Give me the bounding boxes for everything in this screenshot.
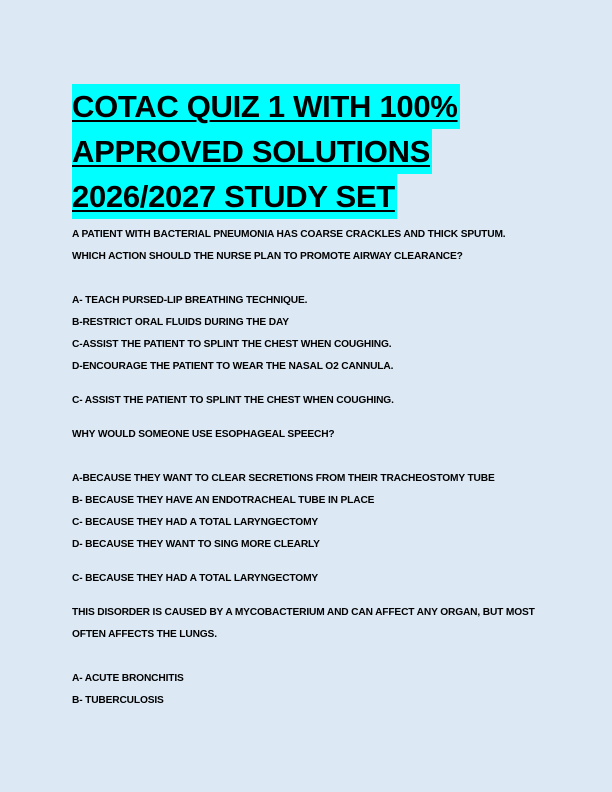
correct-answer: C- ASSIST THE PATIENT TO SPLINT THE CHEST WHEN COUGHING. xyxy=(72,395,394,406)
question-text: WHY WOULD SOMEONE USE ESOPHAGEAL SPEECH? xyxy=(72,429,335,440)
answer-option: C- BECAUSE THEY HAD A TOTAL LARYNGECTOMY xyxy=(72,517,319,528)
document-title xyxy=(72,84,542,219)
question-text: WHICH ACTION SHOULD THE NURSE PLAN TO PROMOTE AIRWAY CLEARANCE? xyxy=(72,251,463,262)
answer-option: A- TEACH PURSED-LIP BREATHING TECHNIQUE. xyxy=(72,295,308,306)
title-line: 2026/2027 STUDY SET xyxy=(72,174,397,219)
question-text: THIS DISORDER IS CAUSED BY A MYCOBACTERIUM AND CAN AFFECT ANY ORGAN, BUT MOST xyxy=(72,607,535,618)
answer-option: C-ASSIST THE PATIENT TO SPLINT THE CHEST WHEN COUGHING. xyxy=(72,339,392,350)
answer-option: A-BECAUSE THEY WANT TO CLEAR SECRETIONS FROM THEIR TRACHEOSTOMY TUBE xyxy=(72,473,495,484)
answer-option: D- BECAUSE THEY WANT TO SING MORE CLEARLY xyxy=(72,539,320,550)
answer-option: D-ENCOURAGE THE PATIENT TO WEAR THE NASAL O2 CANNULA. xyxy=(72,361,394,372)
question-text: A PATIENT WITH BACTERIAL PNEUMONIA HAS COARSE CRACKLES AND THICK SPUTUM. xyxy=(72,229,506,240)
answer-option: B-RESTRICT ORAL FLUIDS DURING THE DAY xyxy=(72,317,289,328)
answer-option: B- BECAUSE THEY HAVE AN ENDOTRACHEAL TUBE IN PLACE xyxy=(72,495,375,506)
title-line: APPROVED SOLUTIONS xyxy=(72,129,432,174)
answer-option: A- ACUTE BRONCHITIS xyxy=(72,673,184,684)
question-text: OFTEN AFFECTS THE LUNGS. xyxy=(72,629,217,640)
correct-answer: C- BECAUSE THEY HAD A TOTAL LARYNGECTOMY xyxy=(72,573,319,584)
title-line: COTAC QUIZ 1 WITH 100% xyxy=(72,84,460,129)
answer-option: B- TUBERCULOSIS xyxy=(72,695,164,706)
